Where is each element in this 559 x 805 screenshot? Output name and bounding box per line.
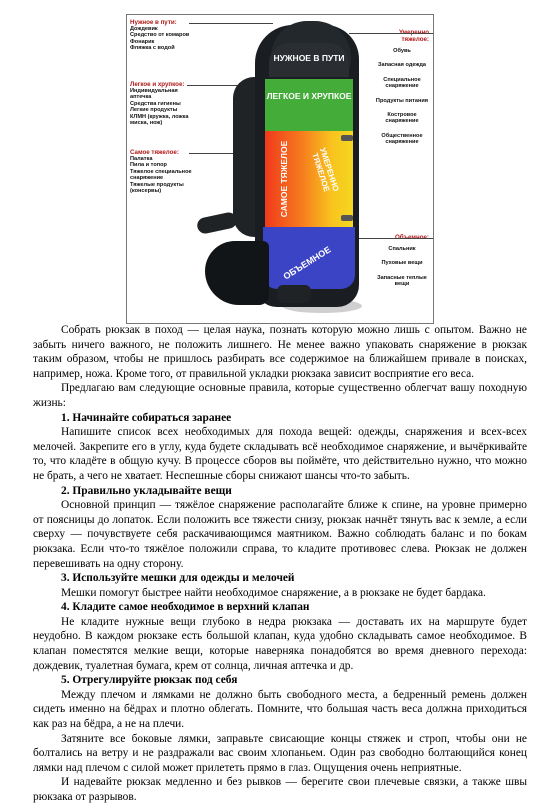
- article-text: [33, 323, 527, 805]
- list-item: Запасные теплые вещи: [377, 274, 427, 288]
- hip-belt: [196, 211, 238, 235]
- list-item: Фляжка с водой: [130, 45, 175, 52]
- buckle: [341, 215, 353, 221]
- zone-heavy: [265, 131, 353, 227]
- list-item: Пуховые вещи: [381, 260, 423, 267]
- zone-label: УМЕРЕННО ТЯЖЕЛОЕ: [310, 146, 341, 193]
- list-item: Средство от комаров: [130, 32, 190, 39]
- list-item: Обувь: [393, 48, 411, 54]
- list-item: миска, нож): [130, 120, 163, 127]
- list-item: Общественное снаряжение: [381, 132, 423, 146]
- group-moderately-heavy: [373, 29, 431, 146]
- list-item: Спальник: [388, 246, 416, 252]
- section-heading: 4. Кладите самое необходимое в верхний клапан: [61, 601, 310, 614]
- zone-useful-on-way: [269, 43, 349, 77]
- section-heading: 5. Отрегулируйте рюкзак под себя: [61, 674, 238, 687]
- group-light-fragile: [130, 81, 196, 126]
- group-title: тяжелое:: [401, 36, 429, 43]
- paragraph: Между плечом и лямками не должно быть свободного места, а бедренный ремень должен сидеть именно на бёдрах и плотно облегать. Помните, что большая часть веса должна приходиться как раз на бёдра, а не на плечи.: [33, 688, 527, 731]
- connector-line: [353, 238, 434, 239]
- zone-light-fragile: [265, 79, 353, 131]
- backpack-packing-figure: [126, 14, 434, 324]
- section-heading: 3. Используйте мешки для одежды и мелочей: [61, 572, 295, 585]
- zone-label: ЛЕГКОЕ И ХРУПКОЕ: [266, 91, 352, 101]
- side-pocket: [205, 241, 269, 305]
- list-item: Тяжелое специальное: [130, 168, 192, 175]
- section-heading: 1. Начинайте собираться заранее: [61, 411, 232, 424]
- buckle: [341, 135, 353, 141]
- group-heaviest: [130, 149, 196, 194]
- group-useful-on-way: [130, 19, 196, 52]
- zone-bulky: [263, 227, 355, 289]
- group-bulky: [373, 234, 431, 288]
- paragraph: Основной принцип — тяжёлое снаряжение располагайте ближе к спине, на уровне примерно от поясницы до лопаток. Если положить все тяжести снизу, рюкзак начнёт тянуть вас к земле, а если сверху — почувствуете себя раскачивающимся маятником. Важно соблюдать баланс и по бокам рюкзака. Если что-то тяжёлое положили справа, то кладите противовес слева. Рюкзак не должен перевешивать на одну сторону.: [33, 499, 527, 570]
- paragraph: Затяните все боковые лямки, заправьте свисающие концы стяжек и строп, чтобы они не болтались на ветру и не раздражали вас своим хлопаньем. Один раз свободно болтающийся конец лямки над плечом с силой может прилететь прямо в глаз. Ощущения очень неприятные.: [33, 732, 527, 774]
- list-item: Костровое снаряжение: [385, 112, 419, 125]
- list-item: Пила и топор: [130, 162, 167, 169]
- connector-line: [189, 23, 273, 24]
- paragraph: Мешки помогут быстрее найти необходимое снаряжение, а в рюкзаке не будет бардака.: [61, 586, 486, 599]
- zone-label: САМОЕ ТЯЖЕЛОЕ: [279, 140, 289, 218]
- group-title: Легкое и хрупкое:: [130, 81, 185, 88]
- group-title: Нужное в пути:: [130, 19, 177, 26]
- list-item: Индивидуальная аптечка: [130, 88, 178, 101]
- list-item: Дождевик: [130, 26, 158, 32]
- paragraph: Напишите список всех необходимых для похода вещей: одежды, снаряжения и всех-всех мелочей. Закрепите его в углу, куда будете складывать всё необходимое снаряжение, и вычёркивайте то, что кладёте в общую кучу. В процессе сборов вы поймёте, что действительно нужно, что можно не брать, а чего не хватает. Неспешные сборы снижают шансы что-то забыть.: [33, 426, 527, 482]
- list-item: Палатка: [130, 156, 153, 162]
- connector-line: [349, 33, 434, 34]
- backpack-bottom-strap: [277, 285, 311, 303]
- list-item: снаряжение: [130, 175, 164, 182]
- list-item: КЛМН (кружка, ложка: [130, 113, 189, 120]
- section-heading: 2. Правильно укладывайте вещи: [61, 484, 232, 497]
- paragraph: Собрать рюкзак в поход — целая наука, познать которую можно лишь с опытом. Важно не забыть ничего важного, не положить лишнего. Не менее важно упаковать снаряжение в рюкзак таким образом, чтобы не пришлось разбирать все содержимое на ближайшем привале в поисках, например, ножа. Кроме того, от правильной укладки рюкзака зависит восприятие его веса.: [33, 324, 527, 380]
- list-item: Фонарик: [130, 38, 155, 45]
- list-item: Тяжелые продукты: [130, 181, 184, 188]
- list-item: (консервы): [130, 188, 162, 195]
- list-item: Запасная одежда: [377, 62, 427, 69]
- list-item: Специальное снаряжение: [383, 76, 421, 90]
- paragraph: И надевайте рюкзак медленно и без рывков — берегите свои плечевые связки, а также швы рюкзака от разрывов.: [33, 776, 527, 803]
- paragraph: Предлагаю вам следующие основные правила, которые существенно облегчат вашу походную жизнь:: [33, 382, 527, 409]
- list-item: Продукты питания: [375, 97, 429, 104]
- list-item: Легкие продукты: [130, 107, 178, 114]
- group-title: Самое тяжелое:: [130, 149, 179, 156]
- zone-label: НУЖНОЕ В ПУТИ: [273, 53, 345, 63]
- paragraph: Не кладите нужные вещи глубоко в недра рюкзака — доставать их на маршруте будет неудобно. В каждом рюкзаке есть большой клапан, куда удобно складывать самое необходимое. В клапан поместятся мелкие вещи, которые наверняка понадобятся во время дневного перехода: дождевик, туалетная бумага, крем от солнца, личная аптечка и др.: [33, 615, 527, 672]
- zone-label: ОБЪЕМНОЕ: [281, 244, 333, 282]
- list-item: Средства гигиены: [130, 100, 181, 107]
